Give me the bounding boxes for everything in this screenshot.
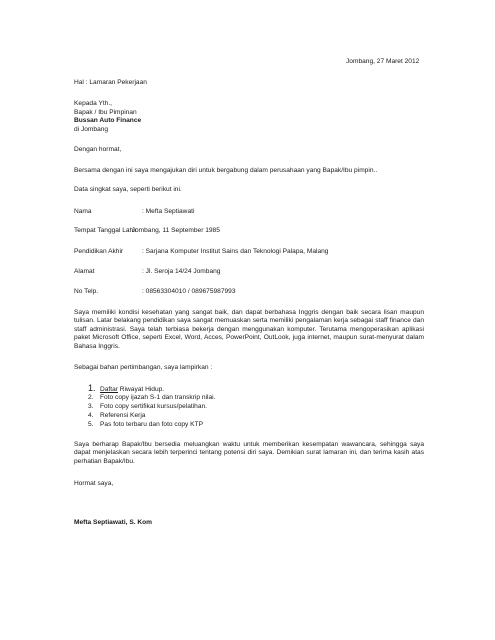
intro-sentence: Bersama dengan ini saya mengajukan diri untuk bergabung dalam perusahaan yang Bapak/Ibu pimpin.. bbox=[74, 167, 378, 174]
field-label-nama: Nama bbox=[74, 208, 92, 215]
attachment-item bbox=[88, 421, 203, 429]
attachment-item bbox=[88, 403, 207, 411]
attachment-number: 5. bbox=[88, 421, 94, 428]
attachment-number: 2. bbox=[88, 394, 94, 401]
attachment-number: 3. bbox=[88, 403, 94, 410]
letter-date: Jombang, 27 Maret 2012 bbox=[346, 58, 420, 65]
attachment-item bbox=[88, 384, 164, 394]
attachment-text: Foto copy ijazah S-1 dan transkrip nilai. bbox=[100, 394, 216, 401]
field-value-ttl: : Jombang, 11 September 1985 bbox=[128, 227, 220, 234]
field-label-pendidikan: Pendidikan Akhir bbox=[74, 248, 124, 255]
body-paragraph: Saya memiliki kondisi kesehatan yang sangat baik, dan dapat berbahasa Inggris dengan baik secara lisan maupun tulisan. Latar belakang pendidikan saya sangat memuaskan serta memiliki pengalaman kerja sebagai staff finance dan staff administrasi. Saya telah terbiasa bekerja dengan menggunakan komputer. Terutama mengoperasikan aplikasi paket Microsoft Office, seperti Excel, Word, Acces, PowerPoint, OutLook, juga internet, maupun surat-menyurat dalam Bahasa Inggris. bbox=[74, 309, 424, 350]
attachments-intro: Sebagai bahan pertimbangan, saya lampirkan : bbox=[74, 364, 213, 371]
signoff: Hormat saya, bbox=[74, 480, 114, 487]
attachment-text: Referensi Kerja bbox=[100, 412, 146, 419]
signature-name: Mefta Septiawati, S. Kom bbox=[74, 519, 153, 526]
field-value-nama: : Mefta Septiawati bbox=[142, 208, 195, 215]
attachment-text: Pas foto terbaru dan foto copy KTP bbox=[100, 421, 203, 428]
attachment-number: 1. bbox=[88, 383, 96, 393]
data-intro: Data singkat saya, seperti berikut ini. bbox=[74, 186, 182, 193]
recipient-line-1: Kepada Yth., bbox=[74, 100, 113, 107]
recipient-company: Bussan Auto Finance bbox=[74, 117, 142, 124]
field-value-alamat: : Jl. Seroja 14/24 Jombang bbox=[142, 268, 221, 275]
letter-subject: Hal : Lamaran Pekerjaan bbox=[74, 79, 147, 86]
field-value-telp: : 08563304010 / 089675987993 bbox=[142, 288, 236, 295]
recipient-city: di Jombang bbox=[74, 126, 109, 133]
attachment-item bbox=[88, 412, 145, 420]
greeting: Dengan hormat, bbox=[74, 146, 122, 153]
field-label-ttl: Tempat Tanggal Lahir bbox=[74, 227, 137, 234]
attachment-number: 4. bbox=[88, 412, 94, 419]
attachment-text: Riwayat Hidup. bbox=[117, 386, 165, 393]
attachment-first-word: Daftar bbox=[100, 386, 118, 393]
closing-paragraph: Saya berharap Bapak/Ibu bersedia meluangkan waktu untuk memberikan kesempatan wawancara, sehingga saya dapat menjelaskan secara lebih terperinci tentang potensi diri saya. Demikian surat lamaran ini, dan terima kasih atas perhatian Bapak/Ibu. bbox=[74, 441, 424, 465]
field-value-pendidikan: : Sarjana Komputer Institut Sains dan Teknologi Palapa, Malang bbox=[142, 248, 329, 255]
field-label-alamat: Alamat bbox=[74, 268, 95, 275]
attachment-item bbox=[88, 394, 215, 402]
field-label-telp: No Telp. bbox=[74, 288, 99, 295]
recipient-line-2: Bapak / Ibu Pimpinan bbox=[74, 109, 137, 116]
attachment-text: Foto copy sertifikat kursus/pelatihan. bbox=[100, 403, 208, 410]
